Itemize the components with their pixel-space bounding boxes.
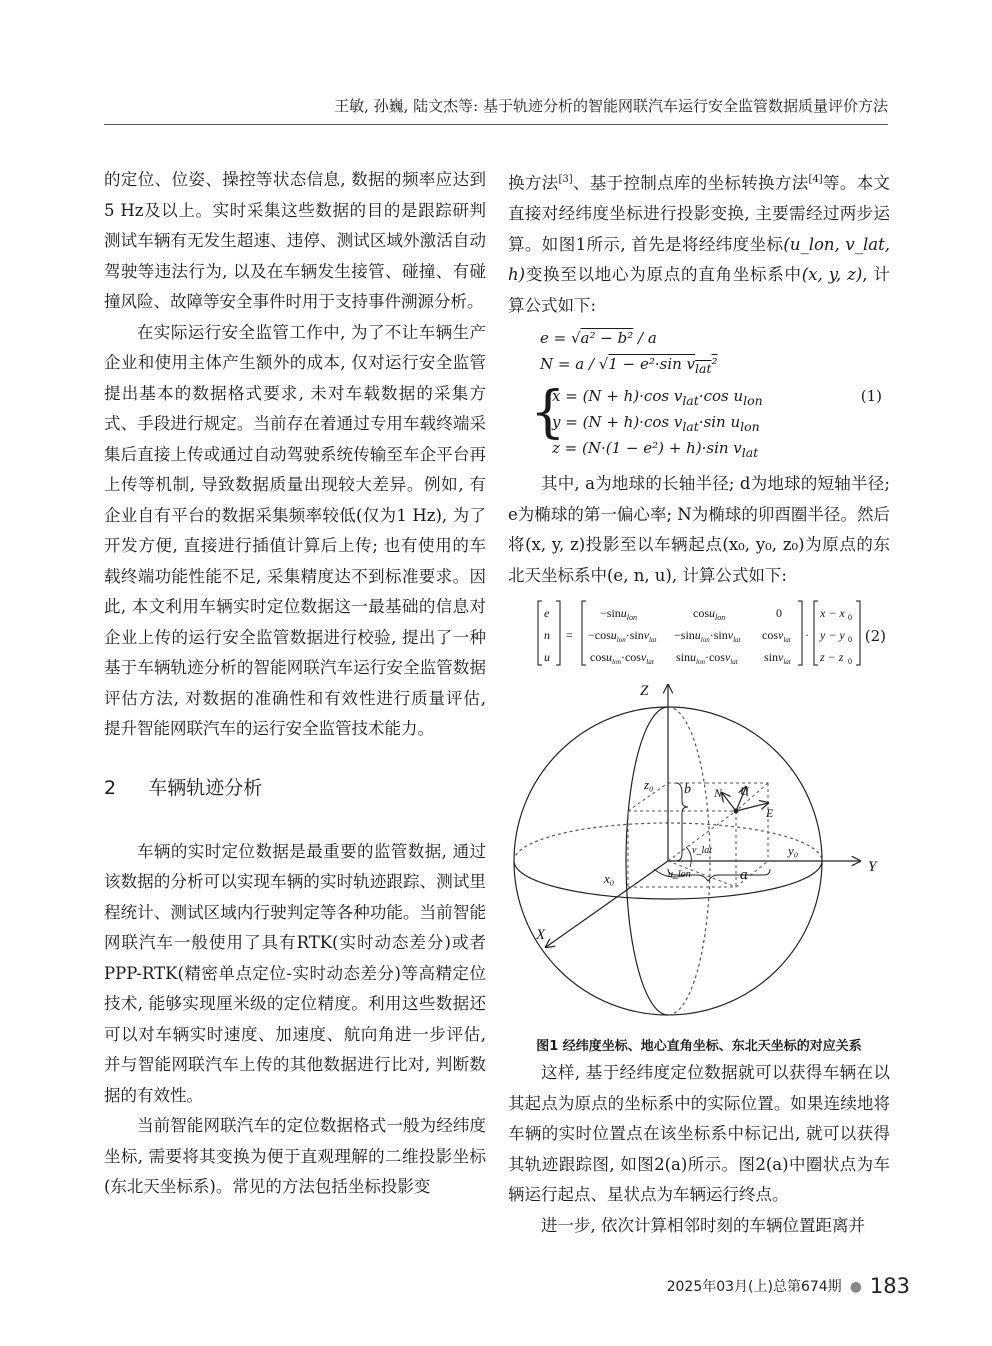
- running-header: 王敏, 孙巍, 陆文杰等: 基于轨迹分析的智能网联汽车运行安全监管数据质量评价方法: [104, 95, 888, 125]
- section-heading: [104, 773, 486, 803]
- equation-1: [508, 323, 890, 463]
- text-run: , 计算公式如下:: [508, 265, 891, 315]
- figure-1-sphere-diagram: [508, 677, 890, 1032]
- svg-text:0: 0: [848, 635, 852, 644]
- label-z0: z₀: [644, 777, 654, 792]
- paragraph: [508, 165, 890, 321]
- eq-line-N: N = a / √1 − e²·sin $v_{lat}^2$: [540, 355, 718, 376]
- label-u: U: [740, 784, 749, 798]
- eq-line-x: x = (N + h)·cos $v_{lat}\cdot\cos$ $u_{lon}$: [552, 387, 763, 408]
- issue-info: 2025年03月(上)总第674期: [666, 1279, 842, 1295]
- svg-text:z − z: z − z: [820, 650, 844, 664]
- coordinate-sphere-graphic: [508, 677, 890, 1032]
- svg-text:cosulon·cosvlat: cosu$_{lon}$·cosv$_{lat}$: [590, 650, 654, 666]
- text-run: 换方法: [508, 173, 559, 193]
- svg-text:−sinulon: −sinu$_{lon}$: [600, 606, 638, 622]
- equation-number: (2): [864, 627, 886, 645]
- label-y0: y₀: [788, 843, 799, 858]
- label-ulon: u_lon: [668, 869, 691, 880]
- eq-line-y: y = (N + h)·cos $v_{lat}\cdot\sin$ $u_{lon}$: [552, 413, 760, 434]
- bullet-icon: ●: [849, 1279, 862, 1295]
- brace-icon: {: [530, 380, 566, 445]
- text-run: 变换至以地心为原点的直角坐标系中: [525, 265, 802, 284]
- svg-text:−cosulon·sinvlat: −cosu$_{lon}$·sinv$_{lat}$: [588, 628, 657, 644]
- label-a: a: [740, 867, 748, 883]
- label-y-axis: Y: [868, 859, 877, 875]
- point-marker: [734, 809, 739, 814]
- paragraph: 进一步, 依次计算相邻时刻的车辆位置距离并: [541, 1215, 865, 1235]
- label-x0: x₀: [604, 871, 615, 886]
- citation-4: [4]: [808, 174, 823, 185]
- label-vlat: v_lat: [692, 845, 712, 856]
- svg-text:0: 0: [848, 613, 852, 622]
- svg-text:0: 0: [848, 657, 852, 666]
- text-run: 等。本文直接对经纬度坐标进行投影变换, 主要需经过两步运算。如图1所示, 首先是将经纬度坐标: [508, 173, 891, 254]
- svg-text:cosulon: cosu$_{lon}$: [693, 606, 726, 622]
- page-number: 183: [869, 1274, 910, 1298]
- svg-text:sinvlat: sinv$_{lat}$: [764, 650, 791, 666]
- svg-text:−sinulon·sinvlat: −sinu$_{lon}$·sinv$_{lat}$: [674, 628, 741, 644]
- label-n: N: [714, 786, 723, 800]
- eq-line-e: e = √a² − b² / a: [540, 329, 657, 347]
- coord-llh: (u_lon, v_lat, h): [508, 234, 890, 284]
- paragraph: 的定位、位姿、操控等状态信息, 数据的频率应达到5 Hz及以上。实时采集这些数据的目的是跟踪研判测试车辆有无发生超速、违停、测试区域外激活自动驾驶等违法行为, 以及在车辆发生接管、碰撞、有碰撞风险、故障等安全事件时用于支持事件溯源分析。: [104, 170, 486, 311]
- right-column: [508, 165, 890, 1241]
- label-b: b: [684, 782, 691, 797]
- text-run: 、基于控制点库的坐标转换方法: [572, 173, 809, 193]
- left-column: [104, 165, 486, 1203]
- paragraph: 在实际运行安全监管工作中, 为了不让车辆生产企业和使用主体产生额外的成本, 仅对运行安全监管提出基本的数据格式要求, 未对车载数据的采集方式、手段进行规定。当前存在着通过专用车载终端采集后直接上传或通过自动驾驶系统传输至车企平台再上传等机制, 导致数据质量出现较大差异。例如, 有企业自有平台的数据采集频率较低(仅为1 Hz), 为了开发方便, 直接进行插值计算后上传; 也有使用的车载终端功能性能不足, 采集精度达不到标准要求。因此, 本文利用车辆实时定位数据这一最基础的信息对企业上传的运行安全监管数据进行校验, 提出了一种基于车辆轨迹分析的智能网联汽车运行安全监管数据评估方法, 对数据的准确性和有效性进行质量评估, 提升智能网联汽车的运行安全监管技术能力。: [104, 322, 486, 738]
- svg-text:u: u: [544, 650, 550, 664]
- svg-text:·: ·: [805, 628, 809, 642]
- coord-xyz: (x, y, z): [801, 265, 863, 284]
- paragraph: 当前智能网联汽车的定位数据格式一般为经纬度坐标, 需要将其变换为便于直观理解的二维投影坐标(东北天坐标系)。常见的方法包括坐标投影变: [104, 1116, 486, 1196]
- paragraph: 车辆的实时定位数据是最重要的监管数据, 通过该数据的分析可以实现车辆的实时轨迹跟踪、测试里程统计、测试区域内行驶判定等各种功能。当前智能网联汽车一般使用了具有RTK(实时动态差分)或者PPP-RTK(精密单点定位-实时动态差分)等高精定位技术, 能够实现厘米级的定位精度。利用这些数据还可以对车辆实时速度、加速度、航向角进一步评估, 并与智能网联汽车上传的其他数据进行比对, 判断数据的有效性。: [104, 841, 486, 1105]
- svg-text:sinulon·cosvlat: sinu$_{lon}$·cosv$_{lat}$: [676, 650, 738, 666]
- svg-text:n: n: [544, 628, 550, 642]
- page-footer: [667, 1274, 910, 1298]
- label-z-axis: Z: [640, 683, 649, 699]
- paragraph: 这样, 基于经纬度定位数据就可以获得车辆在以其起点为原点的坐标系中的实际位置。如果连续地将车辆的实时位置点在该坐标系中标记出, 就可以获得其轨迹跟踪图, 如图2(a)所示。图2(a)中圈状点为车辆运行起点、星状点为车辆运行终点。: [508, 1063, 890, 1204]
- svg-text:y − y: y − y: [820, 628, 845, 642]
- citation-3: [3]: [558, 174, 573, 185]
- equation-2: [508, 595, 890, 671]
- eq-line-z: z = (N·(1 − e²) + h)·sin $v_{lat}$: [552, 439, 759, 460]
- equation-number: (1): [860, 387, 882, 405]
- paragraph: 其中, a为地球的长轴半径; d为地球的短轴半径; e为椭球的第一偏心率; N为椭球的卯酉圈半径。然后将(x, y, z)投影至以车辆起点(x₀, y₀, z₀)为原点的东北天坐标系中(e, n, u), 计算公式如下:: [508, 474, 890, 585]
- svg-text:0: 0: [776, 606, 782, 620]
- meridian-front: [626, 707, 668, 1015]
- svg-text:e: e: [544, 606, 550, 620]
- svg-text:=: =: [566, 628, 573, 642]
- matrix-equation-graphic: [508, 595, 890, 671]
- label-x-axis: X: [536, 927, 546, 943]
- section-title: 车辆轨迹分析: [148, 776, 263, 799]
- label-e: E: [766, 806, 774, 820]
- svg-text:x − x: x − x: [820, 606, 845, 620]
- figure-caption: 图1 经纬度坐标、地心直角坐标、东北天坐标的对应关系: [536, 1039, 862, 1054]
- section-number: 2: [104, 776, 117, 799]
- svg-text:cosvlat: cosv$_{lat}$: [762, 628, 791, 644]
